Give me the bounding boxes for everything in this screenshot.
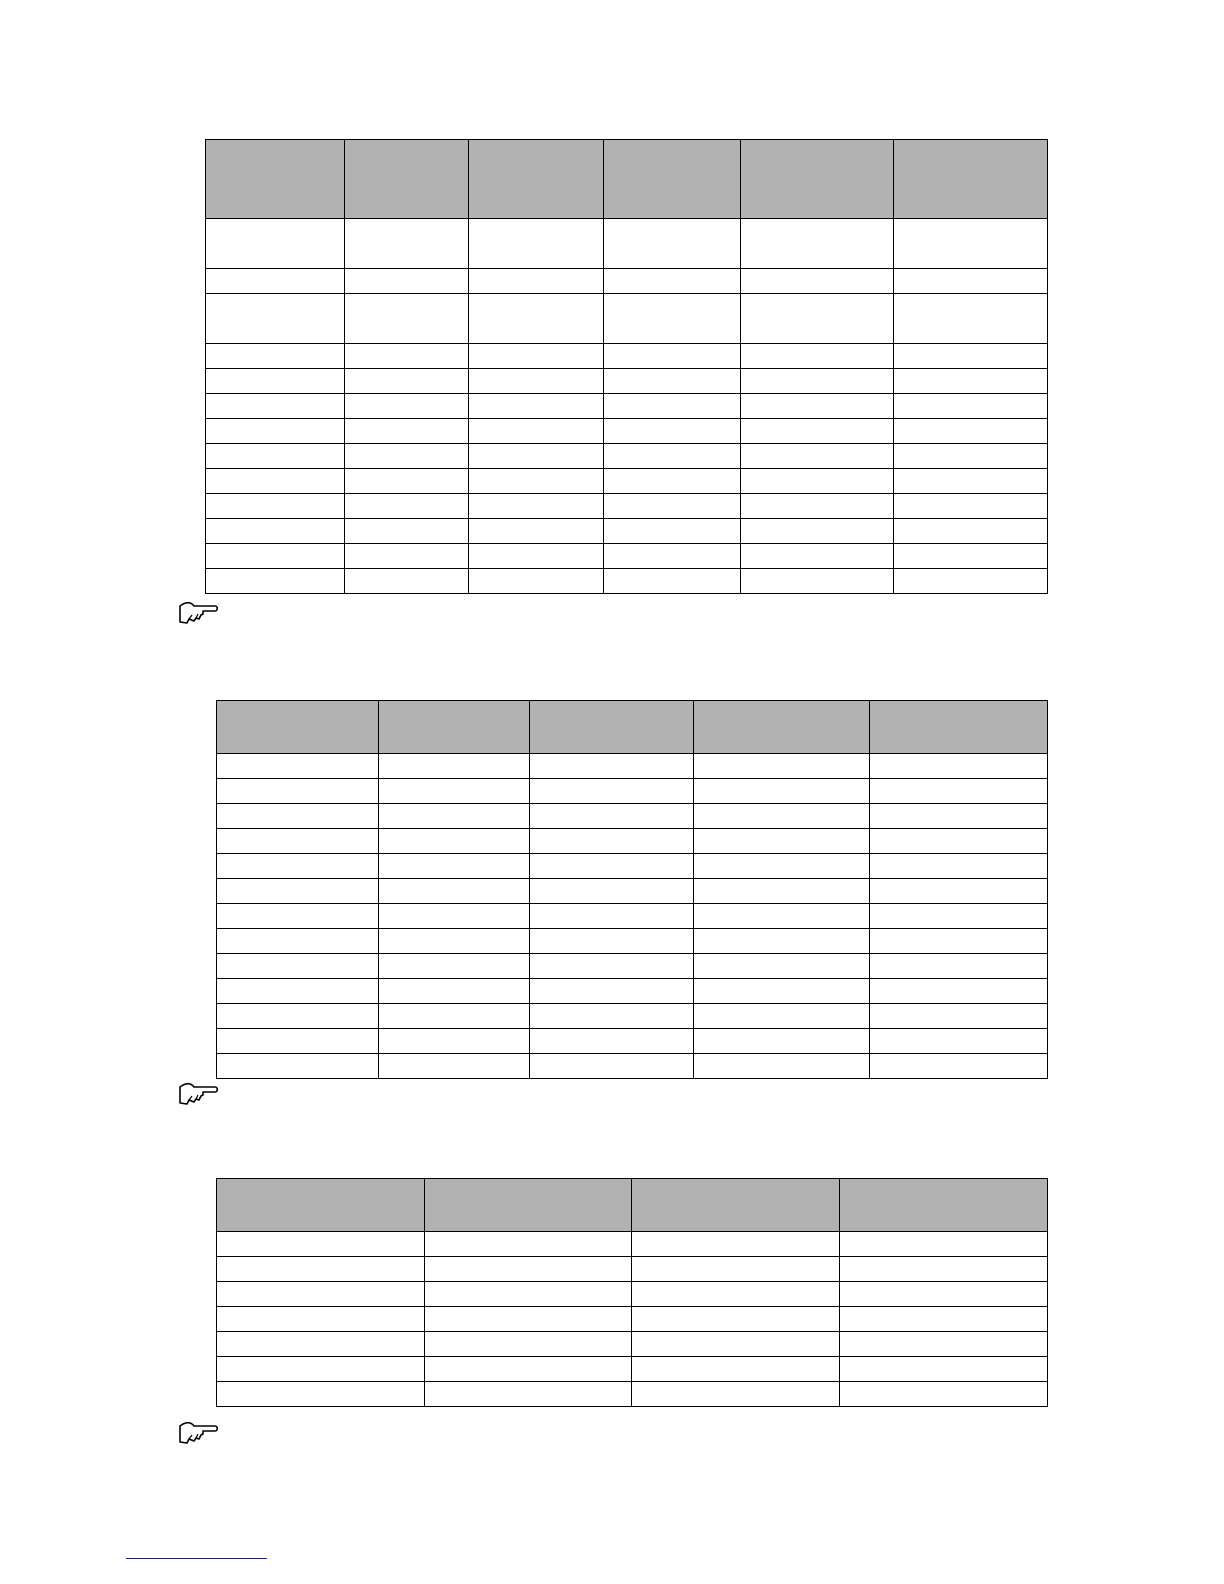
table-cell	[206, 369, 345, 394]
table-cell	[345, 469, 469, 494]
table-cell	[345, 394, 469, 419]
table-cell	[217, 1029, 379, 1054]
table-cell	[379, 1029, 530, 1054]
table-cell	[870, 929, 1048, 954]
table-cell	[469, 219, 604, 269]
table-cell	[870, 854, 1048, 879]
table-cell	[206, 494, 345, 519]
table-cell	[206, 294, 345, 344]
table-cell	[694, 1004, 870, 1029]
table-cell	[530, 1029, 694, 1054]
table-cell	[469, 519, 604, 544]
table-cell	[217, 1307, 425, 1332]
table-cell	[345, 269, 469, 294]
table-cell	[217, 1232, 425, 1257]
table-cell	[741, 444, 894, 469]
table-cell	[604, 269, 741, 294]
table-cell	[694, 804, 870, 829]
table-cell	[425, 1282, 632, 1307]
table-cell	[469, 494, 604, 519]
table-cell	[217, 1282, 425, 1307]
table-cell	[530, 854, 694, 879]
table-row	[206, 369, 1048, 394]
table-cell	[379, 879, 530, 904]
table-cell	[870, 779, 1048, 804]
table-cell	[345, 419, 469, 444]
table-cell	[632, 1357, 840, 1382]
table-row	[217, 779, 1048, 804]
table-cell	[694, 929, 870, 954]
table-cell	[894, 469, 1048, 494]
table-cell	[530, 1004, 694, 1029]
table-row	[206, 444, 1048, 469]
table-cell	[425, 1332, 632, 1357]
table-cell	[425, 1257, 632, 1282]
table-cell	[741, 394, 894, 419]
table-cell	[604, 369, 741, 394]
table-cell	[870, 1054, 1048, 1079]
table-cell	[469, 269, 604, 294]
table-1	[205, 139, 1048, 594]
table-row	[206, 269, 1048, 294]
table-cell	[217, 929, 379, 954]
header-cell	[894, 140, 1048, 219]
table-cell	[530, 754, 694, 779]
table-cell	[741, 494, 894, 519]
table-row	[217, 1054, 1048, 1079]
table-cell	[530, 954, 694, 979]
table-cell	[894, 219, 1048, 269]
table-cell	[217, 954, 379, 979]
table-cell	[530, 1054, 694, 1079]
table-cell	[741, 294, 894, 344]
table-header-row	[217, 701, 1048, 754]
table-row	[206, 219, 1048, 269]
table-cell	[894, 369, 1048, 394]
table-cell	[206, 219, 345, 269]
table-cell	[469, 544, 604, 569]
table-cell	[217, 1382, 425, 1407]
table-cell	[469, 294, 604, 344]
table-cell	[217, 979, 379, 1004]
table-cell	[530, 779, 694, 804]
table-cell	[632, 1257, 840, 1282]
table-row	[217, 1232, 1048, 1257]
table-cell	[741, 569, 894, 594]
table-cell	[840, 1332, 1048, 1357]
table-cell	[840, 1232, 1048, 1257]
table-cell	[379, 829, 530, 854]
table-cell	[379, 754, 530, 779]
header-cell	[632, 1179, 840, 1232]
table-cell	[217, 1357, 425, 1382]
table-cell	[206, 269, 345, 294]
table-cell	[530, 904, 694, 929]
table-cell	[345, 344, 469, 369]
table-cell	[206, 419, 345, 444]
table-header-row	[206, 140, 1048, 219]
table-cell	[217, 854, 379, 879]
table-cell	[217, 804, 379, 829]
table-cell	[530, 879, 694, 904]
table-row	[206, 494, 1048, 519]
table-header-row	[217, 1179, 1048, 1232]
header-cell	[345, 140, 469, 219]
table-cell	[632, 1232, 840, 1257]
table-cell	[694, 979, 870, 1004]
table-cell	[217, 1257, 425, 1282]
table-cell	[206, 394, 345, 419]
table-row	[206, 344, 1048, 369]
table-cell	[894, 494, 1048, 519]
table-cell	[530, 929, 694, 954]
table-cell	[469, 444, 604, 469]
table-row	[206, 394, 1048, 419]
table-cell	[345, 444, 469, 469]
table-row	[217, 829, 1048, 854]
table-cell	[840, 1307, 1048, 1332]
table-cell	[741, 419, 894, 444]
table-cell	[206, 469, 345, 494]
table-row	[217, 904, 1048, 929]
header-cell	[425, 1179, 632, 1232]
header-cell	[217, 1179, 425, 1232]
table-cell	[694, 1054, 870, 1079]
table-cell	[632, 1382, 840, 1407]
table-cell	[840, 1257, 1048, 1282]
table-cell	[694, 854, 870, 879]
table-cell	[345, 569, 469, 594]
table-cell	[840, 1382, 1048, 1407]
table-cell	[217, 779, 379, 804]
table-cell	[604, 219, 741, 269]
table-cell	[379, 854, 530, 879]
header-cell	[870, 701, 1048, 754]
note-hand-icon	[177, 600, 221, 626]
table-cell	[379, 979, 530, 1004]
table-cell	[894, 519, 1048, 544]
header-cell	[604, 140, 741, 219]
table-cell	[206, 344, 345, 369]
table-row	[217, 1282, 1048, 1307]
table-row	[217, 1257, 1048, 1282]
table-cell	[217, 1004, 379, 1029]
table-cell	[894, 544, 1048, 569]
table-row	[217, 979, 1048, 1004]
table-cell	[894, 269, 1048, 294]
table-cell	[345, 544, 469, 569]
table-cell	[469, 369, 604, 394]
footer-link-underline	[126, 1558, 267, 1559]
table-cell	[345, 294, 469, 344]
table-cell	[206, 519, 345, 544]
table-cell	[694, 904, 870, 929]
table-cell	[741, 219, 894, 269]
table-cell	[469, 344, 604, 369]
table-row	[217, 879, 1048, 904]
header-cell	[840, 1179, 1048, 1232]
table-cell	[741, 344, 894, 369]
table-cell	[894, 394, 1048, 419]
table-cell	[425, 1382, 632, 1407]
table-cell	[870, 1004, 1048, 1029]
table-row	[217, 1029, 1048, 1054]
table-row	[217, 1357, 1048, 1382]
table-cell	[604, 394, 741, 419]
table-cell	[694, 879, 870, 904]
table-cell	[604, 294, 741, 344]
note-hand-icon	[177, 1081, 221, 1107]
table-cell	[530, 829, 694, 854]
table-cell	[217, 829, 379, 854]
table-row	[217, 929, 1048, 954]
header-cell	[469, 140, 604, 219]
table-2	[216, 700, 1048, 1079]
table-row	[217, 754, 1048, 779]
table-cell	[217, 754, 379, 779]
table-cell	[741, 369, 894, 394]
table-row	[217, 1004, 1048, 1029]
table-cell	[604, 544, 741, 569]
table-row	[206, 294, 1048, 344]
table-cell	[379, 954, 530, 979]
table-cell	[870, 1029, 1048, 1054]
table-cell	[870, 979, 1048, 1004]
table-cell	[379, 804, 530, 829]
table-cell	[345, 494, 469, 519]
table-row	[206, 519, 1048, 544]
table-cell	[694, 754, 870, 779]
table-cell	[694, 779, 870, 804]
table-row	[206, 544, 1048, 569]
table-cell	[632, 1282, 840, 1307]
table-cell	[604, 444, 741, 469]
table-cell	[604, 569, 741, 594]
table-row	[217, 854, 1048, 879]
table-cell	[469, 469, 604, 494]
table-3	[216, 1178, 1048, 1407]
table-cell	[206, 444, 345, 469]
table-cell	[379, 1054, 530, 1079]
table-row	[217, 804, 1048, 829]
table-cell	[694, 1029, 870, 1054]
header-cell	[379, 701, 530, 754]
table-cell	[894, 294, 1048, 344]
table-cell	[741, 469, 894, 494]
table-cell	[741, 519, 894, 544]
table-cell	[741, 544, 894, 569]
header-cell	[530, 701, 694, 754]
table-cell	[894, 419, 1048, 444]
table-row	[217, 1332, 1048, 1357]
table-cell	[425, 1307, 632, 1332]
table-cell	[206, 569, 345, 594]
table-cell	[425, 1357, 632, 1382]
table-cell	[840, 1282, 1048, 1307]
table-cell	[469, 419, 604, 444]
table-cell	[217, 1054, 379, 1079]
table-cell	[379, 1004, 530, 1029]
table-cell	[379, 904, 530, 929]
table-cell	[604, 494, 741, 519]
table-cell	[894, 569, 1048, 594]
table-cell	[870, 904, 1048, 929]
table-cell	[345, 219, 469, 269]
table-cell	[870, 879, 1048, 904]
table-cell	[870, 804, 1048, 829]
table-cell	[632, 1307, 840, 1332]
table-cell	[604, 469, 741, 494]
table-cell	[632, 1332, 840, 1357]
table-row	[217, 1382, 1048, 1407]
table-row	[206, 569, 1048, 594]
table-cell	[604, 519, 741, 544]
table-cell	[894, 344, 1048, 369]
table-cell	[206, 544, 345, 569]
table-cell	[379, 779, 530, 804]
table-cell	[469, 394, 604, 419]
table-row	[217, 954, 1048, 979]
table-cell	[870, 829, 1048, 854]
table-cell	[379, 929, 530, 954]
table-cell	[217, 904, 379, 929]
table-cell	[840, 1357, 1048, 1382]
table-cell	[604, 419, 741, 444]
header-cell	[741, 140, 894, 219]
header-cell	[206, 140, 345, 219]
table-cell	[345, 369, 469, 394]
header-cell	[694, 701, 870, 754]
table-cell	[741, 269, 894, 294]
table-row	[206, 469, 1048, 494]
table-cell	[530, 804, 694, 829]
table-cell	[345, 519, 469, 544]
table-cell	[469, 569, 604, 594]
table-cell	[530, 979, 694, 1004]
table-cell	[217, 1332, 425, 1357]
header-cell	[217, 701, 379, 754]
table-cell	[694, 829, 870, 854]
table-cell	[425, 1232, 632, 1257]
note-hand-icon	[177, 1420, 221, 1446]
table-cell	[894, 444, 1048, 469]
table-cell	[217, 879, 379, 904]
table-cell	[870, 954, 1048, 979]
table-cell	[604, 344, 741, 369]
table-cell	[870, 754, 1048, 779]
table-cell	[694, 954, 870, 979]
table-row	[206, 419, 1048, 444]
table-row	[217, 1307, 1048, 1332]
